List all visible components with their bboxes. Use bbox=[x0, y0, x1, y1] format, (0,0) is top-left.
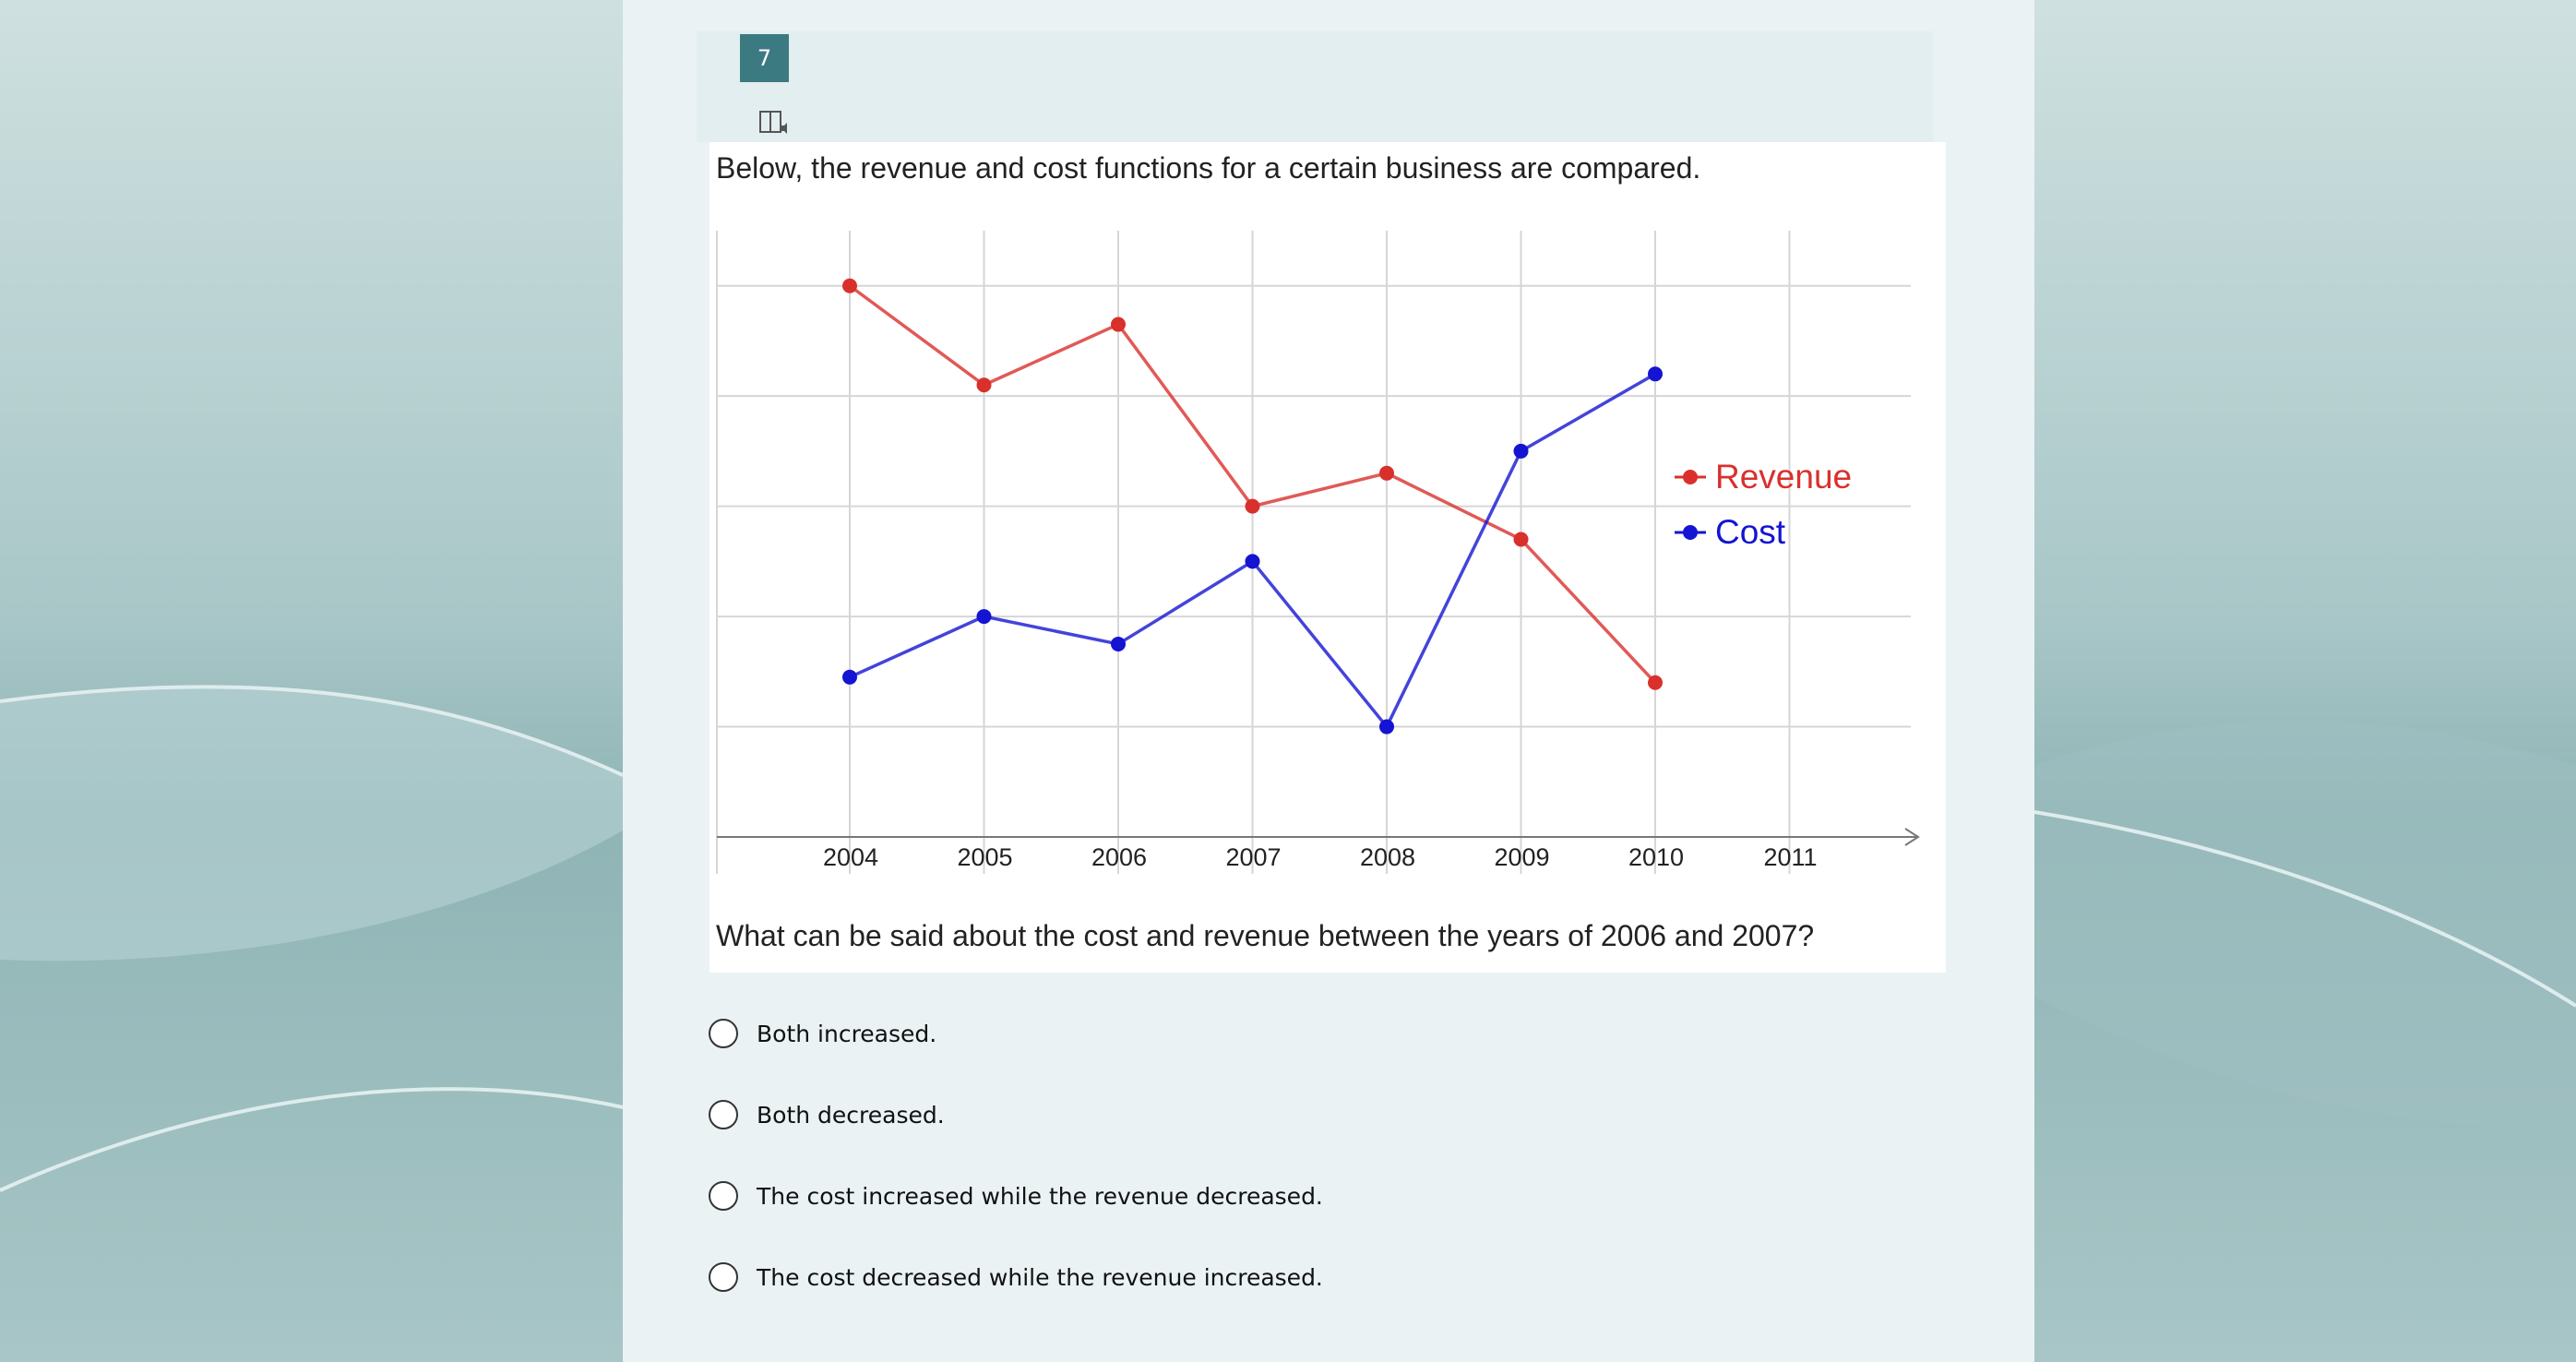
data-point-cost bbox=[977, 609, 992, 624]
answer-option-label: Both decreased. bbox=[757, 1101, 945, 1129]
legend-swatch-dot bbox=[1683, 470, 1698, 484]
answer-options bbox=[709, 1011, 1323, 1336]
answer-option-label: The cost increased while the revenue decreased. bbox=[757, 1182, 1323, 1210]
radio-button[interactable] bbox=[709, 1019, 738, 1048]
x-tick-label: 2008 bbox=[1359, 843, 1416, 871]
data-point-cost bbox=[1648, 366, 1663, 381]
data-point-cost bbox=[1379, 720, 1394, 735]
radio-button[interactable] bbox=[709, 1181, 738, 1211]
data-point-revenue bbox=[1379, 466, 1394, 481]
answer-option-1[interactable] bbox=[709, 1011, 1323, 1056]
answer-option-2[interactable] bbox=[709, 1093, 1323, 1137]
question-prompt-text: What can be said about the cost and revenue between the years of 2006 and 2007? bbox=[716, 919, 1815, 952]
data-point-revenue bbox=[1111, 317, 1126, 332]
data-point-cost bbox=[1246, 554, 1260, 568]
data-point-revenue bbox=[1514, 532, 1529, 546]
x-tick-label: 2009 bbox=[1494, 843, 1550, 871]
legend-label: Cost bbox=[1715, 513, 1786, 551]
answer-option-4[interactable] bbox=[709, 1255, 1323, 1299]
radio-button[interactable] bbox=[709, 1100, 738, 1129]
data-point-cost bbox=[842, 670, 857, 685]
data-point-cost bbox=[1111, 637, 1126, 651]
data-point-revenue bbox=[977, 377, 992, 392]
read-aloud-icon[interactable] bbox=[758, 109, 790, 137]
question-header-area bbox=[697, 31, 1933, 142]
x-tick-label: 2004 bbox=[822, 843, 879, 871]
revenue-cost-chart bbox=[710, 221, 1927, 886]
data-point-revenue bbox=[842, 279, 857, 293]
data-point-cost bbox=[1514, 444, 1529, 459]
answer-option-label: Both increased. bbox=[757, 1020, 937, 1047]
x-tick-label: 2011 bbox=[1763, 843, 1818, 871]
radio-button[interactable] bbox=[709, 1262, 738, 1292]
x-tick-label: 2005 bbox=[957, 843, 1013, 871]
data-point-revenue bbox=[1246, 499, 1260, 514]
question-number-badge: 7 bbox=[740, 34, 789, 82]
question-intro-text: Below, the revenue and cost functions for a certain business are compared. bbox=[716, 151, 1701, 185]
x-tick-label: 2010 bbox=[1628, 843, 1685, 871]
x-tick-label: 2007 bbox=[1225, 843, 1282, 871]
legend-swatch-dot bbox=[1683, 525, 1698, 540]
answer-option-3[interactable] bbox=[709, 1174, 1323, 1218]
legend-label: Revenue bbox=[1715, 458, 1853, 496]
data-point-revenue bbox=[1648, 675, 1663, 690]
answer-option-label: The cost decreased while the revenue increased. bbox=[757, 1263, 1323, 1291]
x-tick-label: 2006 bbox=[1091, 843, 1148, 871]
